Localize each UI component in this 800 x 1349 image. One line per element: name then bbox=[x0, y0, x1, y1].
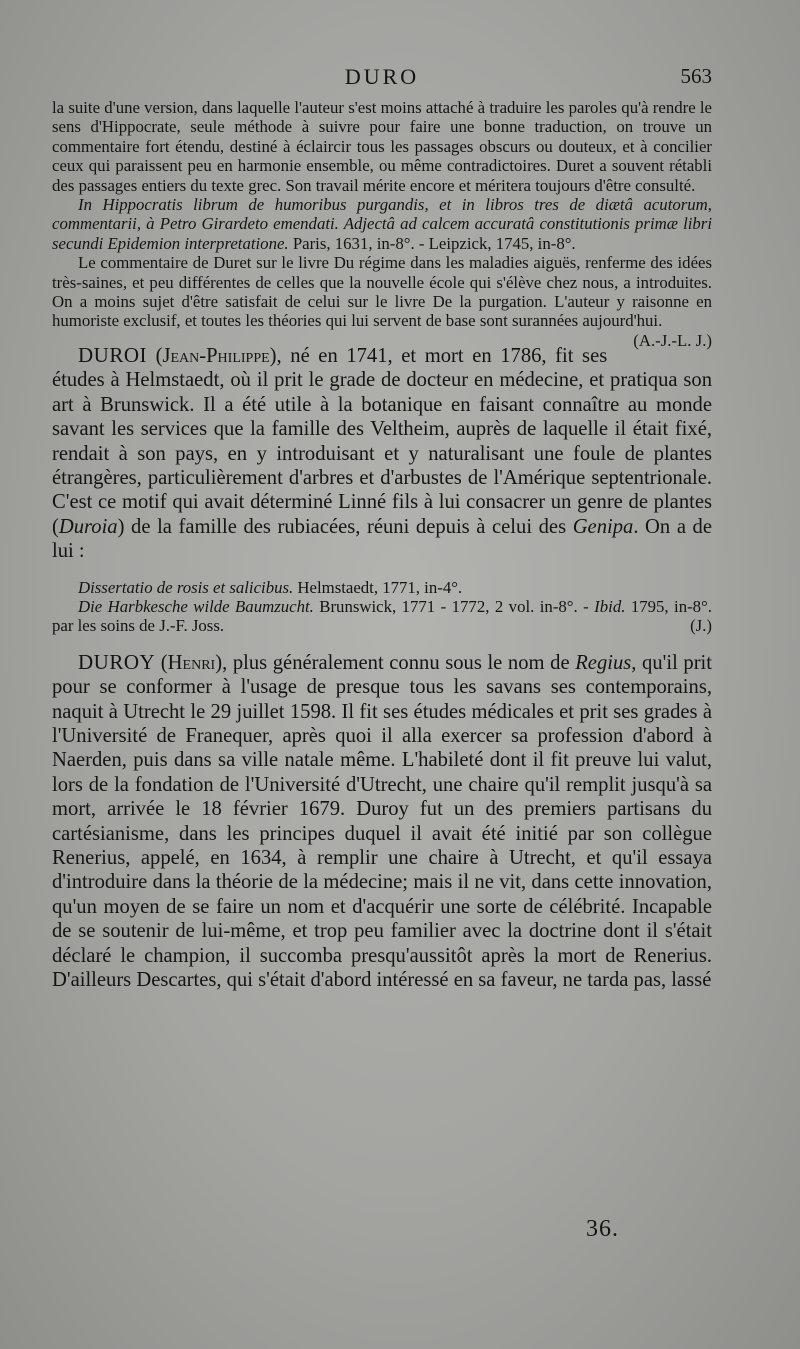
entry-given-name: (Jean-Philippe) bbox=[155, 344, 277, 367]
alias-name: Regius bbox=[575, 651, 632, 674]
reference-title: In Hippocratis librum de humoribus purgandis, et in libros tres de diætâ acutorum, commentarii, à Petro Girardeto emendati. Adjectâ ad calcem accuratâ constitutionis primæ libri secundi Epidemion interpretatione. bbox=[52, 195, 712, 253]
page-number: 563 bbox=[680, 64, 712, 88]
author-signature: (J.) bbox=[690, 616, 712, 636]
reference-title: Dissertatio de rosis et salicibus. bbox=[78, 577, 294, 597]
bibliographic-reference bbox=[52, 195, 712, 253]
entry-surname: DUROI bbox=[78, 342, 147, 367]
entry-given-name: (Henri) bbox=[160, 651, 223, 674]
reference-imprint: 1795, in-8°. par les soins de J.-F. Joss. bbox=[52, 596, 712, 636]
running-head: DURO bbox=[344, 64, 420, 89]
reference-imprint: Paris, 1631, in-8°. - Leipzick, 1745, in-8°. bbox=[292, 233, 576, 253]
reference-imprint: Helmstaedt, 1771, in-4°. bbox=[293, 577, 463, 597]
entry-text: , plus généralement connu sous le nom de bbox=[222, 651, 576, 674]
commentary-paragraph bbox=[52, 253, 712, 350]
genus-name: Genipa bbox=[572, 515, 634, 538]
bibliographic-reference bbox=[52, 597, 712, 636]
entry-text: , qu'il prit pour se conformer à l'usage de presque tous les savans ses contemporains, naquit à Utrecht le 29 juillet 1598. Il fit ses études médicales et prit ses grades à l'Université de Franequer, après quoi il alla exercer sa profession d'abord à Naerden, puis dans sa ville natale même. L'habileté dont il fit preuve lui valut, lors de la fondation de l'Université d'Utrecht, une chaire qu'il remplit jusqu'à sa mort, arrivée le 18 février 1679. Duroy fut un des premiers partisans du cartésianisme, dans les principes duquel il avait été initié par son collègue Renerius, appelé, en 1634, à remplir une chaire à Utrecht, et qu'il essaya d'introduire dans la théorie de la médecine; mais il ne vit, dans cette innovation, qu'un moyen de se faire un nom et d'acquérir une sorte de célébrité. Incapable de se soutenir de lui-même, et trop peu familier avec la doctrine dont il s'était déclaré le champion, il succomba presqu'aussitôt après la mort de Renerius. D'ailleurs Descartes, qui s'était d'abord intéressé en sa faveur, ne tarda pas, lassé bbox=[52, 651, 712, 992]
page-header bbox=[52, 64, 712, 96]
entry-text: , né en 1741, et mort en 1786, fit ses études à Helmstaedt, où il prit le grade de docteur en médecine, et pratiqua son art à Brunswick. Il a été utile à la botanique en faisant connaître au monde savant les services que la famille des Veltheim, auprès de laquelle il était fixé, rendait à son pays, en y introduisant et y naturalisant une foule de plantes étrangères, particulièrement d'arbres et d'arbustes de l'Amérique septentrionale. C'est ce motif qui avait déterminé Linné fils à lui consacrer un genre de plantes ( bbox=[52, 344, 712, 538]
signature-mark: 36. bbox=[586, 1216, 619, 1242]
page-body bbox=[52, 98, 712, 992]
author-signature: (A.-J.-L. J.) bbox=[633, 330, 712, 350]
continued-paragraph: la suite d'une version, dans laquelle l'auteur s'est moins attaché à traduire les paroles qu'à rendre le sens d'Hippocrate, seule méthode à suivre pour faire une bonne traduction, on trouve un commentaire fort étendu, destiné à éclaircir tous les passages obscurs ou douteux, et à concilier ceux qui paraissent peu en harmonie ensemble, ou même contradictoires. Duret a souvent rétabli des passages entiers du texte grec. Son travail mérite encore et méritera toujours d'être consulté. bbox=[52, 98, 712, 195]
reference-imprint: Brunswick, 1771 - 1772, 2 vol. in-8°. - bbox=[313, 596, 595, 616]
entry-duroy bbox=[52, 650, 712, 993]
bibliographic-reference bbox=[52, 578, 712, 597]
entry-text: ) de la famille des rubiacées, réuni depuis à celui des bbox=[117, 515, 573, 538]
commentary-text: Le commentaire de Duret sur le livre Du régime dans les maladies aiguës, renferme des idées très-saines, et peu différentes de celles que la nouvelle école qui s'élève chez nous, a introduites. On a moins sujet d'être satisfait de celui sur le livre De la purgation. L'auteur y raisonne en humoriste exclusif, et toutes les théories qui lui servent de base sont surannées aujourd'hui. bbox=[52, 253, 712, 331]
entry-surname: DUROY bbox=[78, 649, 156, 674]
entry-duroi bbox=[52, 343, 712, 564]
entry-text: . On a de lui : bbox=[52, 515, 712, 563]
genus-name: Duroia bbox=[58, 515, 118, 538]
reference-ibid: Ibid. bbox=[594, 596, 626, 616]
reference-title: Die Harbkesche wilde Baumzucht. bbox=[78, 596, 314, 616]
